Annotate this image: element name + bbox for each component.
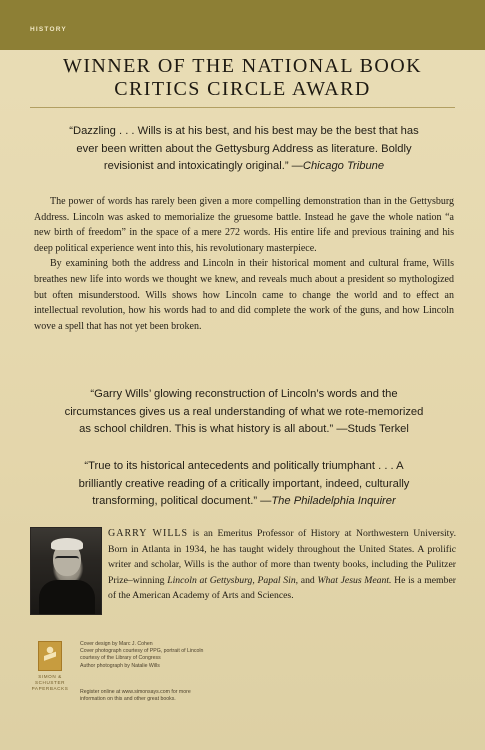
- description-paragraph-1: The power of words has rarely been given a more compelling demonstration than in the Gettysburg Address. Lincoln was asked to memorialize the gruesome battle. Instead he gave the whole nation “a new birth of freedom” in the space of a mere 272 words. His entire life and previous training and his deep political experience went into this, his revolutionary masterpiece.: [34, 196, 454, 254]
- review-quote-2: [64, 386, 424, 439]
- top-color-band: [0, 0, 485, 50]
- award-headline-line-2: CRITICS CIRCLE AWARD: [114, 78, 371, 100]
- award-headline-line-1: WINNER OF THE NATIONAL BOOK: [63, 55, 422, 77]
- quote-text: “Garry Wills’ glowing reconstruction of Lincoln’s words and the circumstances gives us a real understanding of what we rote-memorized as school children. This is what history is all about.” —Studs Terkel: [64, 388, 424, 435]
- register-online-note: [80, 689, 260, 703]
- award-headline: [0, 55, 485, 101]
- quote-text: “Dazzling . . . Wills is at his best, and his best may be the best that has ever been written about the Gettysburg Address as literature. Boldly revisionist and intoxicatingly original.” —: [69, 125, 419, 172]
- author-photo: [30, 527, 102, 615]
- credit-line: Cover design by Marc J. Cohen: [80, 641, 153, 647]
- author-bio: [108, 526, 456, 604]
- register-line-1: Register online at www.simonsays.com for more: [80, 689, 191, 695]
- category-label: HISTORY: [30, 26, 67, 33]
- quote-text: “True to its historical antecedents and politically triumphant . . . A brilliantly creative reading of a critically important, indeed, culturally transforming, political document.” —: [78, 460, 410, 507]
- credit-line: Author photograph by Natalie Wills: [80, 662, 160, 669]
- publisher-name-line-2: SCHUSTER: [34, 680, 66, 685]
- register-line-2: information on this and other great books.: [80, 696, 176, 703]
- publisher-name: [30, 674, 70, 692]
- publisher-name-line-1: SIMON &: [38, 674, 62, 679]
- author-bio-text: is an Emeritus Professor of History at Northwestern University. Born in Atlanta in 1934, he has taught widely throughout the United States. A prolific writer and scholar, Wills is the author of more than twenty books, including the Pulitzer Prize–winning: [108, 528, 456, 586]
- author-name: GARRY WILLS: [108, 528, 189, 539]
- book-titles-1: Lincoln at Gettysburg, Papal Sin,: [167, 574, 299, 586]
- divider-rule: [30, 107, 455, 108]
- review-quote-1: [64, 123, 424, 176]
- author-bio-text: He is a member of the American Academy of Arts and Sciences.: [108, 574, 456, 602]
- publisher-logo-icon: [38, 641, 62, 671]
- description-paragraph-2: By examining both the address and Lincoln in their historical moment and cultural frame, Wills breathes new life into words we thought we knew, and reveals much about a president so mythologized but often misunderstood. Wills shows how Lincoln came to change the world and to effect an intellectual revolution, how his words had to and did complete the work of the guns, and how Lincoln wove a spell that has not yet been broken.: [34, 258, 454, 332]
- publisher-name-line-3: PAPERBACKS: [31, 686, 69, 691]
- book-description: [34, 194, 454, 334]
- credit-line: courtesy of the Library of Congress: [80, 655, 161, 662]
- author-bio-text: and: [298, 574, 318, 586]
- quote-source: The Philadelphia Inquirer: [271, 495, 396, 507]
- cover-credits: [80, 641, 340, 670]
- quote-source: Chicago Tribune: [302, 160, 385, 172]
- book-title-2: What Jesus Meant.: [317, 574, 392, 586]
- review-quote-3: [64, 458, 424, 511]
- credit-line: Cover photograph courtesy of PPG, portrait of Lincoln: [80, 648, 204, 655]
